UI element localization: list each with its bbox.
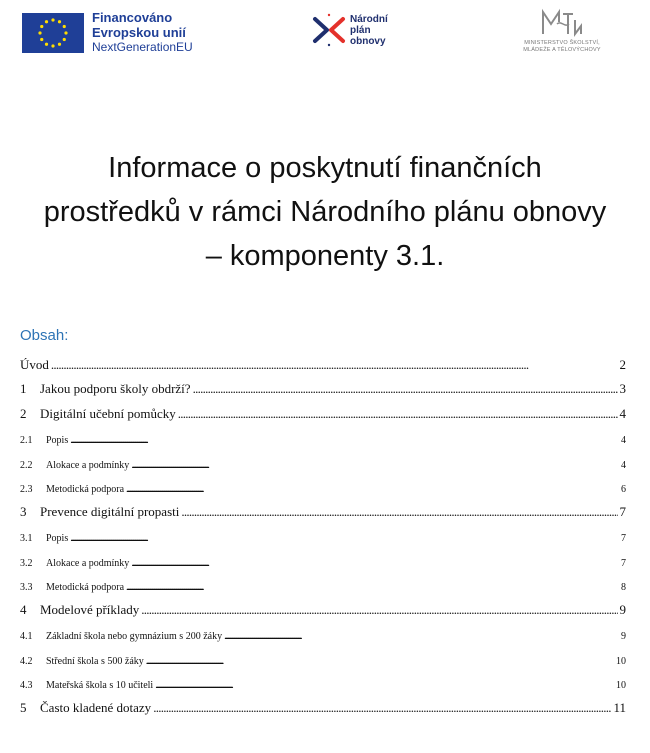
npo-mark-icon	[312, 12, 346, 48]
toc-dot-leader	[70, 533, 619, 544]
toc-entry-page: 8	[621, 582, 626, 593]
toc-entry-label: Popis	[46, 533, 69, 544]
toc-entry-label: Prevence digitální propasti	[40, 503, 180, 519]
toc-entry-label: Metodická podpora	[46, 484, 125, 495]
toc-entry-page: 4	[621, 459, 626, 471]
toc-dot-leader	[131, 558, 619, 569]
toc-entry[interactable]	[20, 597, 626, 622]
msmt-mark-icon	[537, 6, 587, 40]
npo-logo-line3: obnovy	[350, 35, 386, 47]
toc-entry-label: Střední škola s 500 žáky	[46, 655, 144, 667]
toc-entry-page: 9	[619, 601, 626, 617]
table-of-contents	[20, 352, 626, 720]
npo-logo-text	[350, 14, 388, 47]
toc-entry-number: 3	[20, 503, 27, 519]
toc-entry-label: Modelové příklady	[40, 601, 140, 617]
eu-star-icon	[58, 20, 61, 23]
header-logos	[0, 0, 650, 70]
title-line2: prostředků v rámci Národního plánu obnovy	[43, 196, 607, 228]
toc-entry-number: 2.1	[20, 435, 33, 446]
toc-entry-number: 5	[20, 699, 27, 715]
eu-star-icon	[64, 31, 67, 34]
toc-dot-leader	[70, 435, 619, 446]
eu-flag-icon	[22, 13, 84, 53]
toc-entry-page: 10	[616, 655, 626, 667]
toc-entry-label: Popis	[46, 435, 69, 446]
toc-dot-leader	[224, 631, 619, 642]
eu-star-icon	[40, 37, 43, 40]
toc-entry-page: 7	[621, 533, 626, 544]
toc-entry-label: Jakou podporu školy obdrží?	[40, 381, 191, 396]
eu-star-icon	[45, 20, 48, 23]
msmt-logo	[512, 6, 612, 54]
toc-entry[interactable]	[20, 548, 626, 573]
toc-entry-page: 2	[619, 356, 626, 372]
msmt-logo-line2: MLÁDEŽE A TĚLOVÝCHOVY	[523, 47, 601, 53]
toc-dot-leader	[51, 357, 618, 373]
toc-entry-number: 4.3	[20, 680, 33, 691]
toc-entry-number: 3.3	[20, 582, 33, 593]
title-line1: Informace o poskytnutí finančních	[108, 152, 542, 184]
toc-dot-leader	[155, 680, 614, 691]
eu-star-icon	[63, 37, 66, 40]
eu-logo-text	[92, 10, 193, 55]
eu-star-icon	[58, 42, 61, 45]
toc-entry-number: 2.2	[20, 459, 33, 471]
toc-dot-leader	[126, 582, 619, 593]
toc-entry[interactable]	[20, 450, 626, 475]
toc-entry-page: 6	[621, 484, 626, 495]
toc-entry[interactable]	[20, 426, 626, 451]
npo-logo-line2: plán	[350, 24, 371, 36]
toc-entry[interactable]	[20, 622, 626, 647]
toc-entry-label: Mateřská škola s 10 učiteli	[46, 680, 154, 691]
toc-entry-label: Základní škola nebo gymnázium s 200 žáky	[46, 631, 223, 642]
toc-entry-label: Alokace a podmínky	[46, 557, 130, 569]
eu-logo-line3: NextGenerationEU	[92, 40, 193, 54]
msmt-logo-text	[512, 40, 612, 54]
toc-entry-number: 1	[20, 381, 27, 396]
eu-logo-line1: Financováno	[92, 10, 173, 25]
toc-dot-leader	[141, 602, 617, 618]
toc-entry-number: 2	[20, 405, 27, 421]
toc-entry-label: Digitální učební pomůcky	[40, 405, 176, 421]
toc-entry-label: Alokace a podmínky	[46, 459, 130, 471]
eu-star-icon	[45, 42, 48, 45]
toc-entry-page: 7	[621, 557, 626, 569]
toc-heading: Obsah:	[20, 327, 69, 344]
toc-entry-label: Úvod	[20, 356, 49, 372]
toc-entry[interactable]	[20, 646, 626, 671]
toc-entry-number: 4	[20, 601, 27, 617]
toc-entry-number: 2.3	[20, 484, 33, 495]
toc-entry-page: 10	[616, 680, 626, 691]
document-title	[0, 146, 650, 278]
eu-star-icon	[51, 18, 54, 21]
eu-logo-line2: Evropskou unií	[92, 25, 186, 40]
toc-entry-page: 4	[621, 435, 626, 446]
toc-entry-number: 3.2	[20, 557, 33, 569]
toc-entry[interactable]	[20, 377, 626, 402]
npo-logo	[312, 12, 388, 48]
toc-entry[interactable]	[20, 499, 626, 524]
toc-entry[interactable]	[20, 671, 626, 696]
toc-entry[interactable]	[20, 475, 626, 500]
title-line3: – komponenty 3.1.	[205, 240, 445, 272]
eu-star-icon	[63, 24, 66, 27]
toc-entry-number: 4.2	[20, 655, 33, 667]
msmt-logo-line1: MINISTERSTVO ŠKOLSTVÍ,	[524, 40, 600, 46]
toc-entry-number: 4.1	[20, 631, 33, 642]
toc-dot-leader	[178, 406, 618, 422]
toc-dot-leader	[146, 656, 614, 667]
toc-dot-leader	[131, 460, 619, 471]
toc-entry-label: Často kladené dotazy	[40, 699, 152, 715]
toc-dot-leader	[181, 504, 617, 520]
toc-entry-page: 4	[619, 405, 626, 421]
toc-entry[interactable]	[20, 695, 626, 720]
eu-logo	[22, 10, 193, 55]
toc-entry[interactable]	[20, 352, 626, 377]
npo-logo-line1: Národní	[350, 13, 388, 25]
toc-entry-page: 9	[621, 631, 626, 642]
toc-entry-page: 7	[619, 503, 626, 519]
toc-entry-page: 11	[613, 699, 626, 715]
toc-dot-leader	[126, 484, 619, 495]
eu-star-icon	[38, 31, 41, 34]
eu-star-icon	[40, 24, 43, 27]
toc-entry[interactable]	[20, 401, 626, 426]
eu-star-icon	[51, 44, 54, 47]
toc-entry-number: 3.1	[20, 533, 33, 544]
toc-entry[interactable]	[20, 524, 626, 549]
toc-dot-leader	[153, 700, 611, 716]
toc-dot-leader	[193, 381, 618, 397]
toc-entry[interactable]	[20, 573, 626, 598]
toc-entry-page: 3	[619, 381, 626, 396]
toc-entry-label: Metodická podpora	[46, 582, 125, 593]
